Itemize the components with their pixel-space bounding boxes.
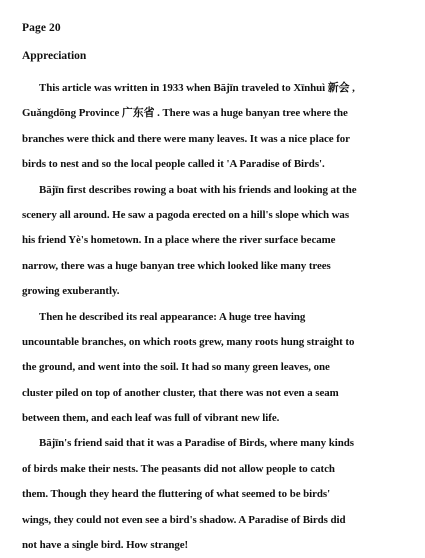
paragraph-1-line-4: birds to nest and so the local people called it 'A Paradise of Birds'. bbox=[22, 158, 325, 171]
paragraph-2-line-4: narrow, there was a huge banyan tree which looked like many trees bbox=[22, 259, 331, 272]
paragraph-3-line-2: uncountable branches, on which roots grew, many roots hung straight to bbox=[22, 335, 355, 348]
paragraph-3-line-5: between them, and each leaf was full of vibrant new life. bbox=[22, 412, 280, 425]
page-number: Page 20 bbox=[22, 22, 61, 34]
paragraph-2-line-3: his friend Yè's hometown. In a place where the river surface became bbox=[22, 234, 336, 247]
paragraph-3-line-3: the ground, and went into the soil. It had so many green leaves, one bbox=[22, 361, 330, 374]
paragraph-4-line-2: of birds make their nests. The peasants did not allow people to catch bbox=[22, 462, 335, 475]
paragraph-2-line-5: growing exuberantly. bbox=[22, 285, 120, 298]
paragraph-4-line-5: not have a single bird. How strange! bbox=[22, 539, 189, 552]
paragraph-3-line-1: Then he described its real appearance: A huge tree having bbox=[39, 310, 306, 323]
body-text bbox=[22, 76, 408, 558]
section-title: Appreciation bbox=[22, 50, 87, 62]
paragraph-1-line-2: Guǎngdōng Province 广东省 . There was a huge banyan tree where the bbox=[22, 107, 348, 120]
paragraph-1-line-3: branches were thick and there were many leaves. It was a nice place for bbox=[22, 132, 350, 145]
paragraph-4-line-3: them. Though they heard the fluttering of what seemed to be birds' bbox=[22, 488, 331, 501]
paragraph-2-line-2: scenery all around. He saw a pagoda erected on a hill's slope which was bbox=[22, 208, 350, 221]
paragraph-4-line-1: Bājīn's friend said that it was a Paradise of Birds, where many kinds bbox=[39, 437, 354, 450]
paragraph-4-line-4: wings, they could not even see a bird's shadow. A Paradise of Birds did bbox=[22, 513, 346, 526]
paragraph-1-line-1: This article was written in 1933 when Bājīn traveled to Xīnhuì 新会 , bbox=[39, 82, 355, 94]
paragraph-2-line-1: Bājīn first describes rowing a boat with his friends and looking at the bbox=[39, 183, 357, 196]
paragraph-3-line-4: cluster piled on top of another cluster, that there was not even a seam bbox=[22, 386, 339, 399]
